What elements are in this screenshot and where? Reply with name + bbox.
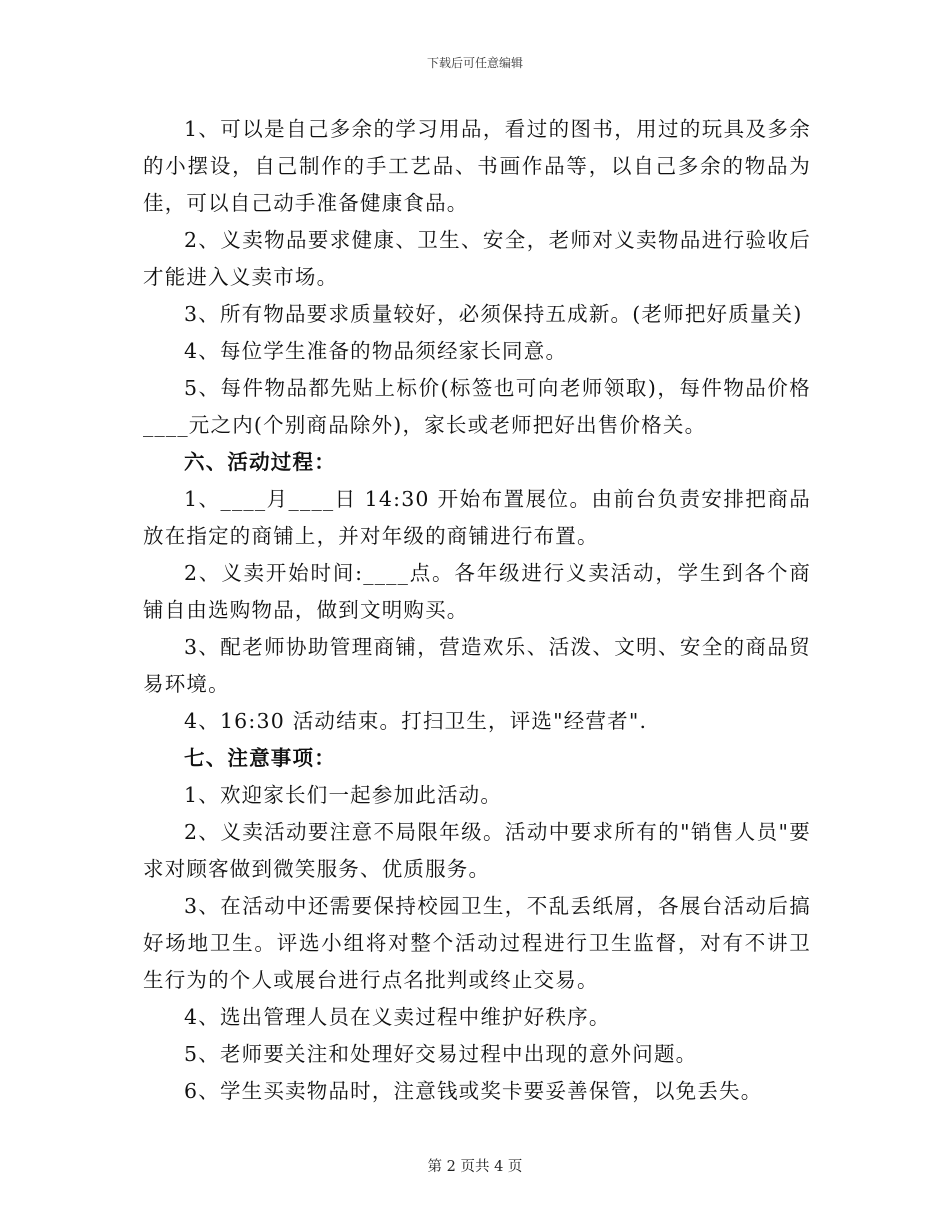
paragraph-notes-3: 3、在活动中还需要保持校园卫生，不乱丢纸屑，各展台活动后搞好场地卫生。评选小组将对整个活动过程进行卫生监督，对有不讲卫生行为的个人或展台进行点名批判或终止交易。 — [143, 894, 811, 992]
page-footer: 第 2 页共 4 页 — [427, 1159, 523, 1175]
paragraph-2: 2、义卖物品要求健康、卫生、安全，老师对义卖物品进行验收后才能进入义卖市场。 — [143, 228, 811, 289]
paragraph-1: 1、可以是自己多余的学习用品，看过的图书，用过的玩具及多余的小摆设，自己制作的手工艺品、书画作品等，以自己多余的物品为佳，可以自己动手准备健康食品。 — [143, 117, 811, 215]
section-heading-notes: 七、注意事项： — [184, 746, 336, 770]
paragraph-5: 5、每件物品都先贴上标价(标签也可向老师领取)，每件物品价格____元之内(个别商品除外)，家长或老师把好出售价格关。 — [143, 376, 811, 437]
paragraph-4: 4、每位学生准备的物品须经家长同意。 — [184, 339, 568, 363]
paragraph-notes-5: 5、老师要关注和处理好交易过程中出现的意外问题。 — [184, 1042, 698, 1066]
paragraph-process-1: 1、____月____日 14:30 开始布置展位。由前台负责安排把商品放在指定的商铺上，并对年级的商铺进行布置。 — [143, 487, 811, 548]
paragraph-3: 3、所有物品要求质量较好，必须保持五成新。(老师把好质量关) — [184, 302, 803, 326]
page-header: 下载后可任意编辑 — [426, 56, 523, 70]
paragraph-notes-1: 1、欢迎家长们一起参加此活动。 — [184, 783, 503, 807]
paragraph-notes-4: 4、选出管理人员在义卖过程中维护好秩序。 — [184, 1005, 611, 1029]
paragraph-process-4: 4、16:30 活动结束。打扫卫生，评选"经营者". — [184, 709, 648, 733]
paragraph-process-3: 3、配老师协助管理商铺，营造欢乐、活泼、文明、安全的商品贸易环境。 — [143, 635, 811, 696]
paragraph-process-2: 2、义卖开始时间:____点。各年级进行义卖活动，学生到各个商铺自由选购物品，做到文明购买。 — [143, 561, 811, 622]
document-body — [143, 111, 811, 1110]
section-heading-process: 六、活动过程： — [184, 450, 336, 474]
paragraph-notes-6: 6、学生买卖物品时，注意钱或奖卡要妥善保管，以免丢失。 — [184, 1079, 763, 1103]
paragraph-notes-2: 2、义卖活动要注意不局限年级。活动中要求所有的"销售人员"要求对顾客做到微笑服务、优质服务。 — [143, 820, 811, 881]
